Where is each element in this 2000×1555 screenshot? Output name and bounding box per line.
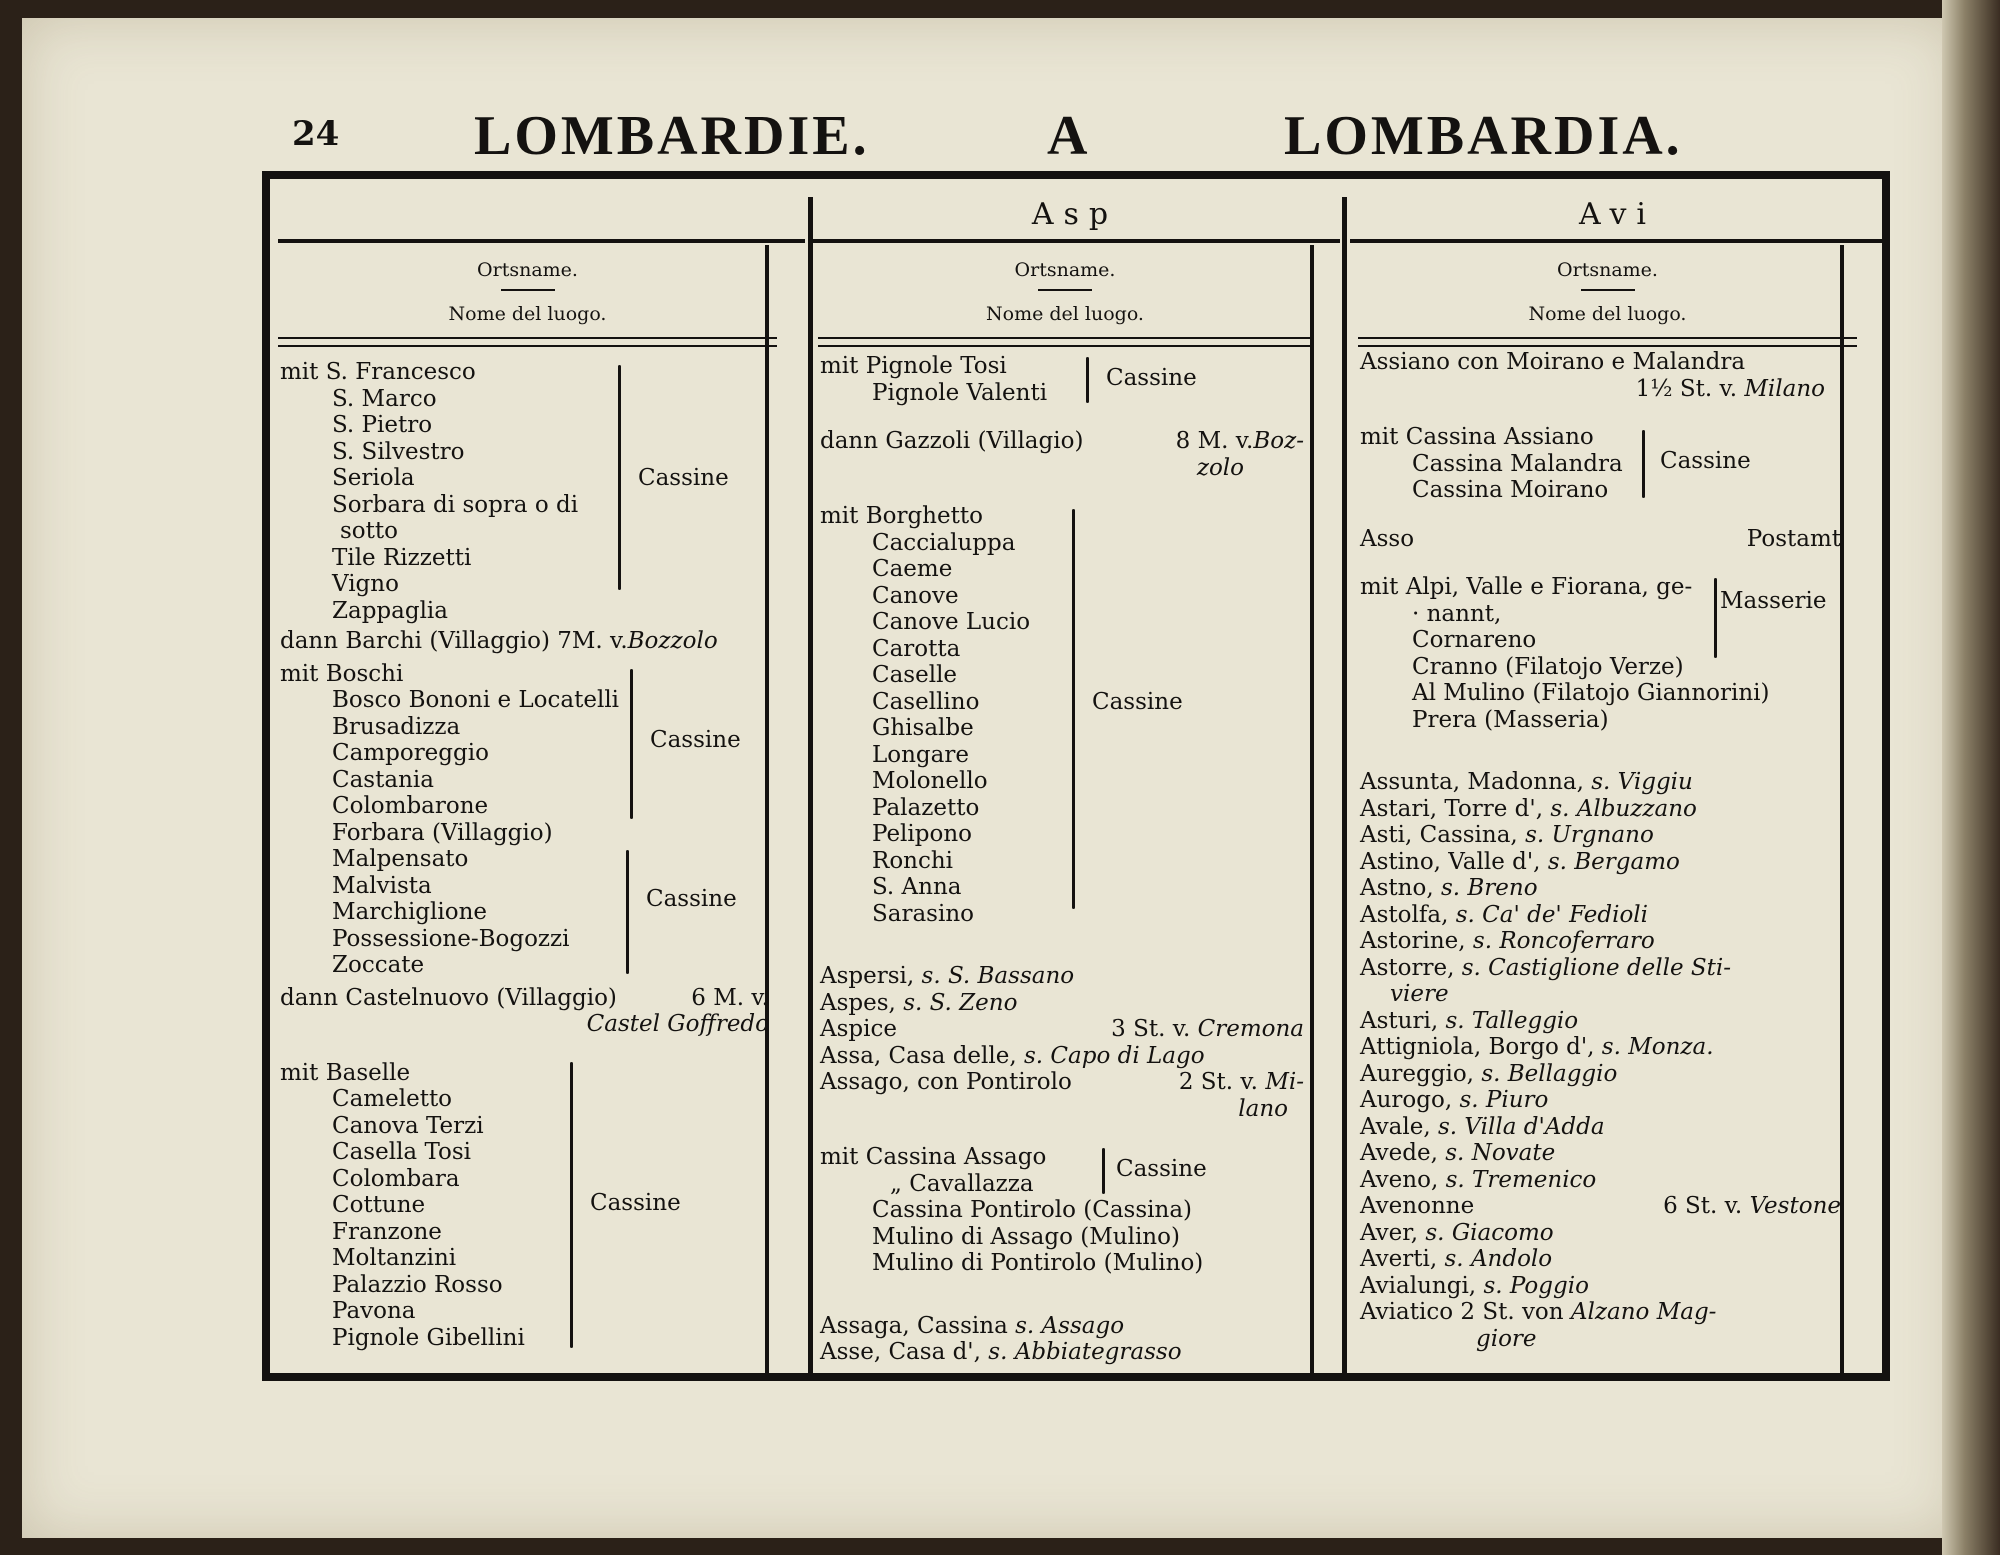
- group-label: Cassine: [590, 1189, 681, 1216]
- group-label: Cassine: [1660, 448, 1751, 474]
- list-item: Astno, s. Breno: [1360, 875, 1538, 901]
- list-item: Sarasino: [872, 900, 974, 927]
- list-item: Colombara: [332, 1165, 460, 1192]
- list-item: Aurogo, s. Piuro: [1360, 1087, 1549, 1113]
- list-item: mit S. Francesco: [280, 359, 476, 385]
- rule: [278, 239, 805, 243]
- group-label: Cassine: [1116, 1156, 1207, 1182]
- page-number: 24: [292, 114, 340, 154]
- list-item: Asturi, s. Talleggio: [1360, 1007, 1579, 1034]
- list-item: „ Cavallazza: [890, 1170, 1034, 1197]
- list-item: Caselle: [872, 662, 958, 688]
- list-item: Molonello: [872, 768, 988, 794]
- group-label: Cassine: [638, 465, 729, 491]
- list-item: Canova Terzi: [332, 1112, 484, 1139]
- entries: [820, 353, 1304, 1366]
- group-label: Masserie: [1720, 588, 1827, 614]
- table-frame: [262, 171, 1890, 1381]
- brace: [1086, 357, 1089, 403]
- list-item: Zappaglia: [332, 597, 448, 624]
- list-item: Longare: [872, 741, 969, 768]
- inner-rule: [1310, 245, 1314, 1373]
- list-item: Assunta, Madonna, s. Viggiu: [1360, 769, 1693, 795]
- list-item: Asti, Cassina, s. Urgnano: [1360, 822, 1654, 848]
- list-item: Colombarone: [332, 793, 489, 819]
- list-item: Aspice 3 St. v. Cremona: [820, 1016, 1304, 1042]
- list-item: Mulino di Assago (Mulino): [872, 1223, 1180, 1250]
- list-item: Cameletto: [332, 1086, 453, 1112]
- list-item: · nannt,: [1412, 600, 1502, 627]
- list-item: Seriola: [332, 465, 415, 491]
- list-item: Assaga, Cassina s. Assago: [820, 1312, 1125, 1339]
- column-3: [1350, 179, 1885, 1373]
- list-item: Marchiglione: [332, 899, 488, 925]
- list-item: Cranno (Filatojo Verze): [1412, 653, 1684, 680]
- list-item: Castel Goffredo: [586, 1011, 769, 1037]
- list-item: giore: [1476, 1325, 1537, 1352]
- brace: [618, 365, 621, 590]
- list-item: Pignole Valenti: [872, 379, 1048, 406]
- page: [22, 18, 1957, 1538]
- list-item: Cassina Malandra: [1412, 450, 1623, 477]
- list-item: Cassina Moirano: [1412, 477, 1609, 503]
- list-item: Tile Rizzetti: [332, 544, 472, 571]
- list-item: Avenonne 6 St. v. Vestone: [1360, 1193, 1841, 1219]
- list-item: dann Barchi (Villaggio) 7M. v.Bozzolo: [280, 628, 718, 654]
- brace: [1102, 1148, 1105, 1194]
- group-cassine-3: [280, 846, 769, 979]
- list-item: sotto: [340, 518, 398, 544]
- list-item: mit Baselle: [280, 1059, 411, 1086]
- brace: [1714, 578, 1717, 658]
- title-italian: LOMBARDIA.: [1284, 105, 1683, 167]
- group-label: Cassine: [1106, 365, 1197, 391]
- brace: [570, 1062, 573, 1348]
- list-item: Pelipono: [872, 821, 972, 847]
- list-item: dann Gazzoli (Villagio) 8 M. v.Boz-: [820, 428, 1304, 454]
- list-item: Vigno: [332, 571, 399, 597]
- header-ortsname: Ortsname.: [477, 259, 578, 281]
- list-item: Carotta: [872, 635, 961, 662]
- list-item: Avialungi, s. Poggio: [1360, 1272, 1589, 1299]
- list-item: mit Cassina Assago: [820, 1144, 1047, 1170]
- list-item: Aviatico 2 St. von Alzano Mag-: [1360, 1299, 1717, 1325]
- list-item: Forbara (Villaggio): [332, 819, 553, 846]
- list-item: Zoccate: [332, 952, 425, 978]
- list-item: Castania: [332, 766, 434, 793]
- list-item: Brusadizza: [332, 713, 461, 740]
- list-item: dann Castelnuovo (Villaggio) 6 M. v.: [280, 984, 769, 1011]
- list-item: Malpensato: [332, 846, 469, 872]
- list-item: 1½ St. v. Milano: [1635, 375, 1825, 402]
- group-masserie: [1360, 574, 1841, 654]
- list-item: S. Marco: [332, 385, 437, 412]
- list-item: Attigniola, Borgo d', s. Monza.: [1360, 1034, 1714, 1060]
- list-item: Malvista: [332, 872, 432, 899]
- group-cassine-4: [280, 1060, 769, 1352]
- list-item: Casellino: [872, 688, 980, 715]
- column-letter-head: Avi: [1350, 197, 1885, 243]
- entries: [1360, 349, 1841, 1352]
- list-item: Aspersi, s. S. Bassano: [820, 963, 1075, 989]
- list-item: S. Pietro: [332, 412, 433, 438]
- column-header: [1358, 245, 1857, 337]
- header-ortsname: Ortsname.: [1557, 259, 1658, 281]
- group-cassine-1: [1360, 424, 1841, 504]
- list-item: Mulino di Pontirolo (Mulino): [872, 1250, 1204, 1276]
- column-1: [270, 179, 805, 1373]
- group-label: Cassine: [650, 726, 741, 753]
- list-item: Canove Lucio: [872, 609, 1031, 635]
- brace: [1072, 509, 1075, 909]
- column-letter-head: Asp: [810, 197, 1340, 243]
- list-item: Canove: [872, 582, 959, 609]
- group-cassine-1: [280, 359, 769, 624]
- list-item: Aveno, s. Tremenico: [1360, 1166, 1597, 1193]
- list-item: Caeme: [872, 556, 953, 582]
- list-item: Al Mulino (Filatojo Giannorini): [1412, 680, 1770, 706]
- list-item: Caccialuppa: [872, 529, 1016, 556]
- list-item: Cassina Pontirolo (Cassina): [872, 1197, 1193, 1223]
- column-2: [810, 179, 1340, 1373]
- list-item: Asso Postamt: [1360, 525, 1841, 552]
- list-item: Cornareno: [1412, 627, 1537, 653]
- list-item: Aureggio, s. Bellaggio: [1360, 1060, 1618, 1087]
- list-item: Casella Tosi: [332, 1139, 472, 1165]
- list-item: mit Borghetto: [820, 503, 983, 529]
- title-letter: A: [1047, 105, 1091, 167]
- group-cassine-2: [820, 503, 1304, 927]
- list-item: Franzone: [332, 1218, 442, 1245]
- list-item: Prera (Masseria): [1412, 706, 1609, 733]
- list-item: S. Silvestro: [332, 438, 465, 465]
- list-item: Sorbara di sopra o di: [332, 491, 579, 518]
- brace: [626, 850, 629, 974]
- list-item: Possessione-Bogozzi: [332, 925, 570, 952]
- list-item: Aspes, s. S. Zeno: [820, 989, 1018, 1016]
- book-spine: [1942, 0, 2000, 1555]
- list-item: Astorine, s. Roncoferraro: [1360, 928, 1655, 954]
- list-item: Pavona: [332, 1298, 416, 1324]
- list-item: Palazzio Rosso: [332, 1271, 503, 1298]
- list-item: Camporeggio: [332, 740, 489, 766]
- list-item: viere: [1390, 981, 1449, 1007]
- column-divider: [1342, 197, 1347, 1373]
- list-item: Aver, s. Giacomo: [1360, 1219, 1554, 1246]
- list-item: zolo: [1196, 454, 1244, 481]
- list-item: Avale, s. Villa d'Adda: [1360, 1113, 1605, 1140]
- list-item: Assa, Casa delle, s. Capo di Lago: [820, 1042, 1205, 1069]
- list-item: Ghisalbe: [872, 715, 974, 741]
- list-item: Astolfa, s. Ca' de' Fedioli: [1360, 901, 1649, 928]
- entries: [280, 359, 769, 1351]
- group-label: Cassine: [646, 886, 737, 912]
- list-item: Astino, Valle d', s. Bergamo: [1360, 848, 1680, 875]
- list-item: Moltanzini: [332, 1245, 457, 1271]
- list-item: Averti, s. Andolo: [1360, 1246, 1553, 1272]
- title-german: LOMBARDIE.: [474, 105, 870, 167]
- list-item: Bosco Bononi e Locatelli: [332, 687, 620, 713]
- brace: [630, 669, 633, 819]
- group-label: Cassine: [1092, 689, 1183, 715]
- group-cassine-1: [820, 353, 1304, 406]
- header-nome: Nome del luogo.: [448, 303, 607, 325]
- list-item: S. Anna: [872, 874, 962, 900]
- list-item: Avede, s. Novate: [1360, 1140, 1556, 1166]
- header-ortsname: Ortsname.: [1014, 259, 1116, 281]
- column-header: [818, 245, 1312, 337]
- list-item: Ronchi: [872, 847, 954, 874]
- list-item: Pignole Gibellini: [332, 1324, 525, 1351]
- list-item: mit Boschi: [280, 660, 404, 687]
- list-item: Astari, Torre d', s. Albuzzano: [1360, 795, 1697, 822]
- list-item: Astorre, s. Castiglione delle Sti-: [1360, 954, 1731, 981]
- list-item: Assiano con Moirano e Malandra: [1360, 349, 1746, 375]
- list-item: mit Cassina Assiano: [1360, 424, 1594, 450]
- group-cassine-3: [820, 1144, 1304, 1197]
- list-item: Cottune: [332, 1192, 426, 1218]
- group-cassine-2: [280, 661, 769, 820]
- column-header: [278, 245, 777, 337]
- list-item: mit Alpi, Valle e Fiorana, ge-: [1360, 574, 1693, 600]
- list-item: Palazetto: [872, 794, 980, 821]
- list-item: mit Pignole Tosi: [820, 353, 1007, 379]
- header-nome: Nome del luogo.: [986, 303, 1144, 325]
- list-item: Assago, con Pontirolo 2 St. v. Mi-: [820, 1069, 1304, 1095]
- list-item: lano: [1238, 1095, 1288, 1122]
- brace: [1642, 430, 1645, 498]
- list-item: Asse, Casa d', s. Abbiategrasso: [820, 1339, 1182, 1365]
- header-nome: Nome del luogo.: [1528, 303, 1687, 325]
